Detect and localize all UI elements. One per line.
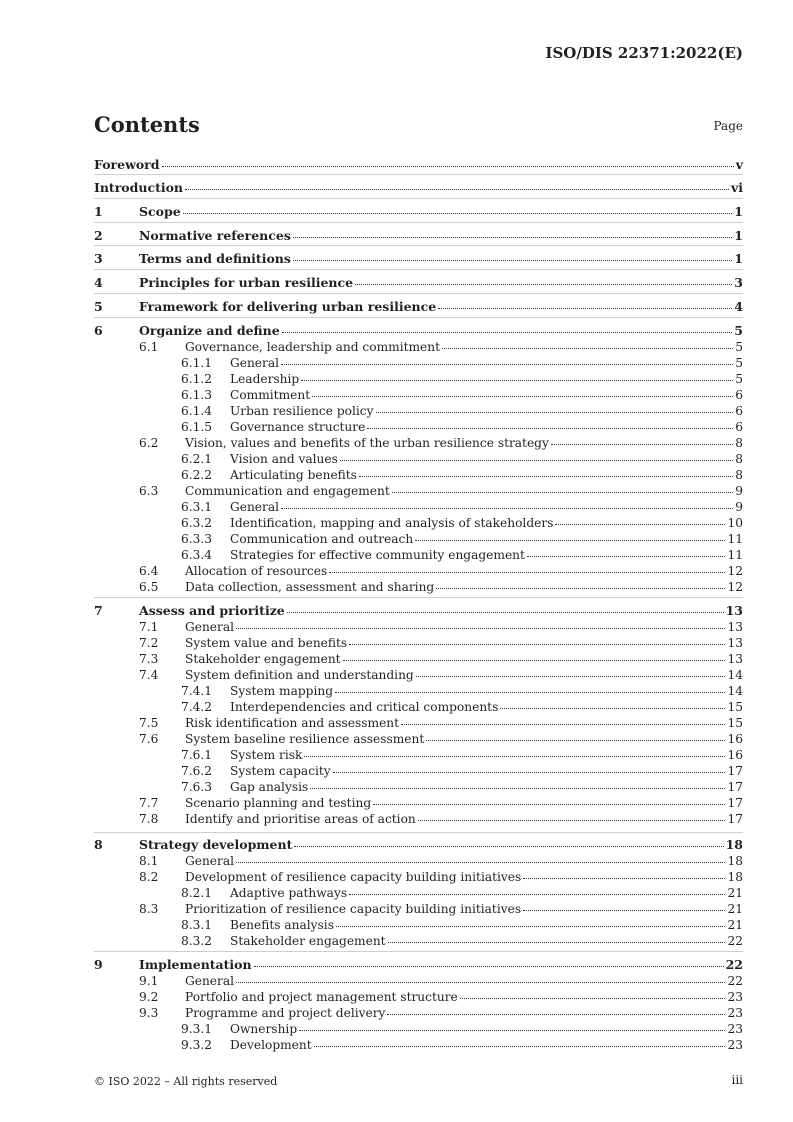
toc-title: Articulating benefits xyxy=(230,468,357,482)
toc-page-number: 16 xyxy=(727,732,743,746)
dot-leader xyxy=(333,772,726,773)
dot-leader xyxy=(236,862,725,863)
toc-page-number: 5 xyxy=(734,323,743,338)
toc-number: 6.3.3 xyxy=(181,532,213,546)
toc-title: Ownership xyxy=(230,1022,298,1036)
toc-title: General xyxy=(185,974,234,988)
toc-number: 9.3.2 xyxy=(181,1038,213,1052)
toc-page-number: 8 xyxy=(735,436,743,450)
toc-subclause-row[interactable] xyxy=(94,355,743,371)
page-column-label: Page xyxy=(713,119,743,133)
dot-leader xyxy=(401,724,725,725)
dot-leader xyxy=(442,348,733,349)
toc-page-number: 11 xyxy=(727,548,743,562)
toc-title: Identification, mapping and analysis of stakeholders xyxy=(230,516,554,530)
dot-leader xyxy=(254,966,724,967)
toc-number: 6.1.2 xyxy=(181,372,213,386)
toc-number: 7.4 xyxy=(139,668,159,682)
toc-title: System risk xyxy=(230,748,303,762)
toc-number: 8.2.1 xyxy=(181,886,213,900)
toc-page-number: 5 xyxy=(735,356,743,370)
toc-subclause-row[interactable] xyxy=(94,435,743,451)
toc-number: 6 xyxy=(94,323,103,338)
toc-number: 1 xyxy=(94,204,103,219)
toc-title: General xyxy=(230,356,279,370)
toc-page-number: 15 xyxy=(727,700,743,714)
toc-page-number: 21 xyxy=(727,918,743,932)
toc-clause-row[interactable] xyxy=(94,157,743,173)
toc-page-number: 12 xyxy=(727,580,743,594)
toc-title: Benefits analysis xyxy=(230,918,334,932)
toc-title: Foreword xyxy=(94,157,160,172)
toc-page-number: 11 xyxy=(727,532,743,546)
toc-page-number: 21 xyxy=(727,902,743,916)
page-title: Contents xyxy=(94,112,200,137)
toc-title: System value and benefits xyxy=(185,636,348,650)
toc-separator xyxy=(94,222,743,223)
toc-subclause-row[interactable] xyxy=(94,339,743,355)
toc-title: Assess and prioritize xyxy=(139,603,285,618)
toc-subclause-row[interactable] xyxy=(94,779,743,795)
toc-number: 6.4 xyxy=(139,564,159,578)
toc-page-number: 13 xyxy=(727,636,743,650)
dot-leader xyxy=(355,284,732,285)
toc-page-number: 12 xyxy=(727,564,743,578)
dot-leader xyxy=(436,588,725,589)
toc-page-number: 5 xyxy=(735,340,743,354)
toc-number: 7.4.1 xyxy=(181,684,213,698)
toc-title: General xyxy=(230,500,279,514)
toc-subclause-row[interactable] xyxy=(94,683,743,699)
toc-page-number: 22 xyxy=(725,957,743,972)
toc-number: 7.4.2 xyxy=(181,700,213,714)
toc-title: Vision and values xyxy=(230,452,338,466)
toc-subclause-row[interactable] xyxy=(94,731,743,747)
toc-number: 6.1 xyxy=(139,340,159,354)
toc-subclause-row[interactable] xyxy=(94,869,743,885)
toc-page-number: 1 xyxy=(734,204,743,219)
toc-number: 6.3.4 xyxy=(181,548,213,562)
dot-leader xyxy=(359,476,733,477)
dot-leader xyxy=(373,804,725,805)
toc-page-number: 17 xyxy=(727,796,743,810)
dot-leader xyxy=(304,756,725,757)
toc-title: Principles for urban resilience xyxy=(139,275,354,290)
toc-title: Risk identification and assessment xyxy=(185,716,400,730)
toc-separator xyxy=(94,245,743,246)
dot-leader xyxy=(312,396,733,397)
toc-clause-row[interactable] xyxy=(94,204,743,220)
toc-title: Programme and project delivery xyxy=(185,1006,386,1020)
copyright-notice: © ISO 2022 – All rights reserved xyxy=(94,1075,278,1088)
toc-subclause-row[interactable] xyxy=(94,699,743,715)
page-number: iii xyxy=(731,1073,743,1087)
toc-subclause-row[interactable] xyxy=(94,419,743,435)
toc-page-number: 22 xyxy=(727,934,743,948)
toc-title: Development xyxy=(230,1038,312,1052)
dot-leader xyxy=(500,708,725,709)
toc-subclause-row[interactable] xyxy=(94,1037,743,1053)
toc-number: 9.1 xyxy=(139,974,159,988)
toc-subclause-row[interactable] xyxy=(94,651,743,667)
toc-title: Urban resilience policy xyxy=(230,404,374,418)
toc-number: 9 xyxy=(94,957,103,972)
dot-leader xyxy=(555,524,725,525)
toc-subclause-row[interactable] xyxy=(94,547,743,563)
dot-leader xyxy=(281,508,733,509)
toc-page-number: 22 xyxy=(727,974,743,988)
toc-number: 7.5 xyxy=(139,716,159,730)
toc-page-number: 10 xyxy=(727,516,743,530)
dot-leader xyxy=(523,878,725,879)
toc-title: Normative references xyxy=(139,228,291,243)
toc-subclause-row[interactable] xyxy=(94,579,743,595)
toc-subclause-row[interactable] xyxy=(94,451,743,467)
toc-number: 6.5 xyxy=(139,580,159,594)
toc-title: Communication and engagement xyxy=(185,484,390,498)
toc-title: Scenario planning and testing xyxy=(185,796,372,810)
toc-subclause-row[interactable] xyxy=(94,715,743,731)
dot-leader xyxy=(349,894,725,895)
toc-title: Introduction xyxy=(94,180,184,195)
toc-title: Strategy development xyxy=(139,837,293,852)
toc-subclause-row[interactable] xyxy=(94,371,743,387)
toc-title: Stakeholder engagement xyxy=(230,934,386,948)
dot-leader xyxy=(299,1030,725,1031)
toc-subclause-row[interactable] xyxy=(94,531,743,547)
toc-number: 8.2 xyxy=(139,870,159,884)
toc-clause-row[interactable] xyxy=(94,299,743,315)
toc-separator xyxy=(94,317,743,318)
toc-title: Leadership xyxy=(230,372,300,386)
toc-title: Strategies for effective community engagement xyxy=(230,548,525,562)
toc-subclause-row[interactable] xyxy=(94,763,743,779)
toc-page-number: 9 xyxy=(735,484,743,498)
toc-subclause-row[interactable] xyxy=(94,1005,743,1021)
dot-leader xyxy=(392,492,733,493)
toc-page-number: v xyxy=(735,157,743,172)
toc-clause-row[interactable] xyxy=(94,323,743,339)
toc-page-number: 9 xyxy=(735,500,743,514)
toc-title: Allocation of resources xyxy=(185,564,328,578)
toc-page-number: 5 xyxy=(735,372,743,386)
toc-subclause-row[interactable] xyxy=(94,619,743,635)
toc-title: System definition and understanding xyxy=(185,668,414,682)
dot-leader xyxy=(336,926,726,927)
toc-number: 7.8 xyxy=(139,812,159,826)
toc-title: Governance, leadership and commitment xyxy=(185,340,441,354)
toc-title: General xyxy=(185,854,234,868)
toc-page-number: 17 xyxy=(727,812,743,826)
toc-number: 6.1.1 xyxy=(181,356,213,370)
toc-number: 3 xyxy=(94,251,103,266)
toc-number: 2 xyxy=(94,228,103,243)
toc-page-number: 21 xyxy=(727,886,743,900)
toc-subclause-row[interactable] xyxy=(94,515,743,531)
toc-number: 7.7 xyxy=(139,796,159,810)
toc-number: 5 xyxy=(94,299,103,314)
toc-page-number: 6 xyxy=(735,404,743,418)
toc-title: Commitment xyxy=(230,388,311,402)
dot-leader xyxy=(415,540,725,541)
dot-leader xyxy=(340,460,733,461)
toc-subclause-row[interactable] xyxy=(94,795,743,811)
toc-subclause-row[interactable] xyxy=(94,387,743,403)
toc-clause-row[interactable] xyxy=(94,180,743,196)
toc-page-number: 6 xyxy=(735,388,743,402)
toc-number: 7 xyxy=(94,603,103,618)
toc-page-number: vi xyxy=(730,180,743,195)
toc-title: Communication and outreach xyxy=(230,532,414,546)
toc-clause-row[interactable] xyxy=(94,837,743,853)
dot-leader xyxy=(523,910,725,911)
toc-title: Gap analysis xyxy=(230,780,309,794)
toc-subclause-row[interactable] xyxy=(94,563,743,579)
toc-separator xyxy=(94,269,743,270)
toc-subclause-row[interactable] xyxy=(94,853,743,869)
dot-leader xyxy=(349,644,725,645)
toc-separator xyxy=(94,198,743,199)
toc-number: 8.3 xyxy=(139,902,159,916)
toc-page-number: 13 xyxy=(727,620,743,634)
toc-title: Scope xyxy=(139,204,181,219)
toc-title: Stakeholder engagement xyxy=(185,652,341,666)
toc-title: Development of resilience capacity building initiatives xyxy=(185,870,522,884)
toc-subclause-row[interactable] xyxy=(94,811,743,827)
toc-number: 7.2 xyxy=(139,636,159,650)
toc-number: 6.2.2 xyxy=(181,468,213,482)
toc-number: 6.1.4 xyxy=(181,404,213,418)
toc-number: 9.2 xyxy=(139,990,159,1004)
dot-leader xyxy=(294,846,723,847)
dot-leader xyxy=(418,820,726,821)
toc-title: System baseline resilience assessment xyxy=(185,732,425,746)
toc-number: 6.3.1 xyxy=(181,500,213,514)
toc-clause-row[interactable] xyxy=(94,275,743,291)
dot-leader xyxy=(460,998,726,999)
dot-leader xyxy=(376,412,734,413)
toc-subclause-row[interactable] xyxy=(94,483,743,499)
toc-title: General xyxy=(185,620,234,634)
toc-page-number: 13 xyxy=(727,652,743,666)
toc-number: 9.3.1 xyxy=(181,1022,213,1036)
toc-subclause-row[interactable] xyxy=(94,667,743,683)
dot-leader xyxy=(426,740,725,741)
toc-number: 8.3.1 xyxy=(181,918,213,932)
toc-number: 7.3 xyxy=(139,652,159,666)
toc-title: Terms and definitions xyxy=(139,251,291,266)
dot-leader xyxy=(301,380,733,381)
toc-number: 8.3.2 xyxy=(181,934,213,948)
toc-title: System capacity xyxy=(230,764,331,778)
toc-clause-row[interactable] xyxy=(94,603,743,619)
toc-page-number: 4 xyxy=(734,299,743,314)
toc-title: Data collection, assessment and sharing xyxy=(185,580,435,594)
toc-clause-row[interactable] xyxy=(94,251,743,267)
toc-page-number: 6 xyxy=(735,420,743,434)
toc-number: 6.1.5 xyxy=(181,420,213,434)
toc-separator xyxy=(94,832,743,833)
toc-page-number: 16 xyxy=(727,748,743,762)
toc-page-number: 13 xyxy=(725,603,743,618)
toc-page-number: 1 xyxy=(734,251,743,266)
toc-subclause-row[interactable] xyxy=(94,635,743,651)
toc-title: Prioritization of resilience capacity building initiatives xyxy=(185,902,522,916)
dot-leader xyxy=(367,428,733,429)
dot-leader xyxy=(183,213,733,214)
toc-title: System mapping xyxy=(230,684,334,698)
dot-leader xyxy=(388,942,726,943)
toc-title: Identify and prioritise areas of action xyxy=(185,812,416,826)
toc-page-number: 1 xyxy=(734,228,743,243)
toc-number: 7.6.2 xyxy=(181,764,213,778)
toc-subclause-row[interactable] xyxy=(94,885,743,901)
toc-number: 6.1.3 xyxy=(181,388,213,402)
document-id: ISO/DIS 22371:2022(E) xyxy=(545,44,743,62)
toc-subclause-row[interactable] xyxy=(94,499,743,515)
toc-title: Vision, values and benefits of the urban resilience strategy xyxy=(185,436,549,450)
toc-page-number: 23 xyxy=(727,1006,743,1020)
toc-title: Implementation xyxy=(139,957,252,972)
toc-number: 6.2.1 xyxy=(181,452,213,466)
dot-leader xyxy=(293,237,732,238)
toc-subclause-row[interactable] xyxy=(94,403,743,419)
dot-leader xyxy=(281,364,733,365)
dot-leader xyxy=(387,1014,725,1015)
dot-leader xyxy=(287,612,724,613)
toc-page-number: 3 xyxy=(734,275,743,290)
toc-number: 7.6 xyxy=(139,732,159,746)
dot-leader xyxy=(236,628,725,629)
toc-subclause-row[interactable] xyxy=(94,747,743,763)
toc-page-number: 23 xyxy=(727,1038,743,1052)
toc-number: 9.3 xyxy=(139,1006,159,1020)
toc-page-number: 8 xyxy=(735,452,743,466)
dot-leader xyxy=(310,788,725,789)
toc-clause-row[interactable] xyxy=(94,228,743,244)
dot-leader xyxy=(551,444,733,445)
toc-title: Organize and define xyxy=(139,323,280,338)
toc-number: 4 xyxy=(94,275,103,290)
toc-page-number: 15 xyxy=(727,716,743,730)
toc-separator xyxy=(94,951,743,952)
dot-leader xyxy=(162,166,734,167)
toc-page-number: 8 xyxy=(735,468,743,482)
toc-separator xyxy=(94,174,743,175)
toc-subclause-row[interactable] xyxy=(94,901,743,917)
dot-leader xyxy=(416,676,726,677)
toc-page-number: 17 xyxy=(727,764,743,778)
toc-page-number: 23 xyxy=(727,990,743,1004)
toc-page-number: 17 xyxy=(727,780,743,794)
toc-page-number: 18 xyxy=(727,870,743,884)
toc-separator xyxy=(94,293,743,294)
toc-title: Governance structure xyxy=(230,420,366,434)
toc-page-number: 18 xyxy=(725,837,743,852)
dot-leader xyxy=(236,982,725,983)
toc-clause-row[interactable] xyxy=(94,957,743,973)
toc-page-number: 23 xyxy=(727,1022,743,1036)
toc-number: 8 xyxy=(94,837,103,852)
toc-title: Adaptive pathways xyxy=(230,886,348,900)
toc-number: 7.6.3 xyxy=(181,780,213,794)
toc-title: Portfolio and project management structure xyxy=(185,990,458,1004)
toc-number: 6.3.2 xyxy=(181,516,213,530)
toc-number: 6.3 xyxy=(139,484,159,498)
dot-leader xyxy=(329,572,725,573)
toc-page-number: 18 xyxy=(727,854,743,868)
toc-number: 7.1 xyxy=(139,620,159,634)
toc-title: Framework for delivering urban resilience xyxy=(139,299,437,314)
toc-subclause-row[interactable] xyxy=(94,467,743,483)
dot-leader xyxy=(293,260,732,261)
dot-leader xyxy=(527,556,726,557)
dot-leader xyxy=(185,189,729,190)
toc-subclause-row[interactable] xyxy=(94,973,743,989)
toc-subclause-row[interactable] xyxy=(94,933,743,949)
toc-number: 8.1 xyxy=(139,854,159,868)
dot-leader xyxy=(282,332,733,333)
dot-leader xyxy=(438,308,732,309)
toc-subclause-row[interactable] xyxy=(94,917,743,933)
toc-page-number: 14 xyxy=(727,668,743,682)
dot-leader xyxy=(343,660,726,661)
toc-separator xyxy=(94,597,743,598)
toc-number: 6.2 xyxy=(139,436,159,450)
toc-subclause-row[interactable] xyxy=(94,989,743,1005)
dot-leader xyxy=(335,692,725,693)
toc-page-number: 14 xyxy=(727,684,743,698)
toc-subclause-row[interactable] xyxy=(94,1021,743,1037)
dot-leader xyxy=(314,1046,726,1047)
toc-title: Interdependencies and critical components xyxy=(230,700,499,714)
toc-number: 7.6.1 xyxy=(181,748,213,762)
